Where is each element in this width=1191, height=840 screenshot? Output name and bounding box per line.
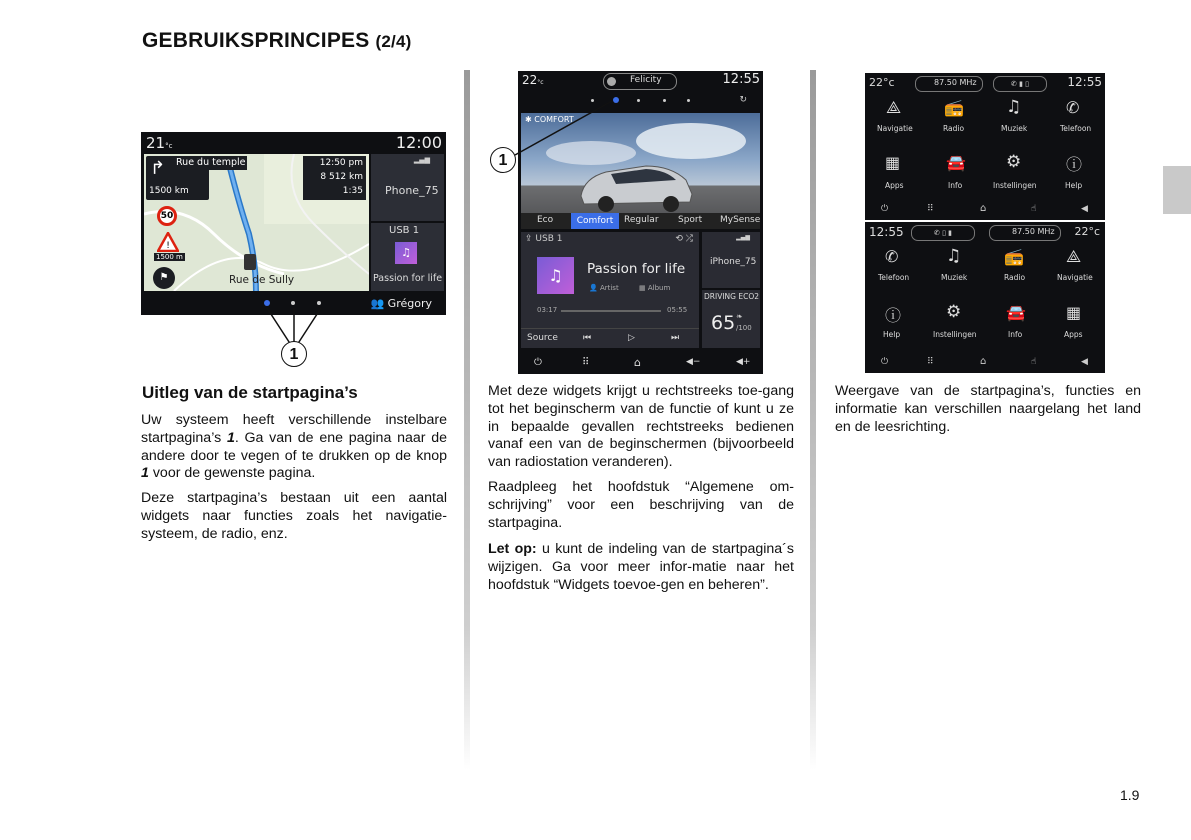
settings-icon[interactable]: ⚙ xyxy=(1006,152,1022,172)
power-icon[interactable]: ⏻ xyxy=(881,357,889,367)
info-icon[interactable]: 🚘 xyxy=(946,153,966,172)
temperature: 22°c xyxy=(869,76,895,89)
callout-1: 1 xyxy=(490,147,516,173)
page-title-part: (2/4) xyxy=(375,32,412,51)
tab-comfort[interactable]: Comfort xyxy=(571,213,619,229)
col1-paragraph-2: Deze startpagina’s bestaan uit een aantal widgets naar functies zoals het navigatie-systeem, de radio, enz. xyxy=(141,490,447,542)
tab-eco[interactable]: Eco xyxy=(537,215,554,225)
navigation-icon[interactable]: ⟁ xyxy=(886,98,902,118)
home-screen-apps-ltr xyxy=(865,73,1105,220)
media-widget[interactable] xyxy=(371,223,444,291)
col2-paragraph-2: Raadpleeg het hoofdstuk “Algemene om-schrijving” voor een beschrijving van de startpagina. xyxy=(488,479,794,531)
page-title-text: GEBRUIKSPRINCIPES xyxy=(142,29,370,52)
phone-name: iPhone_75 xyxy=(710,257,757,267)
section-heading: Uitleg van de startpagina’s xyxy=(142,383,358,402)
info-icon[interactable]: 🚘 xyxy=(1006,303,1026,322)
total-time: 05:55 xyxy=(667,306,688,314)
app-label-navigatie[interactable]: Navigatie xyxy=(877,124,913,133)
page-dot[interactable] xyxy=(687,99,690,102)
street-name-box xyxy=(172,156,247,170)
phone-pill[interactable]: ✆ ▮ ▯ xyxy=(993,76,1047,92)
tab-mysense[interactable]: MySense xyxy=(720,215,761,225)
page-dot[interactable] xyxy=(637,99,640,102)
home-icon[interactable]: ⌂ xyxy=(634,356,641,369)
app-label-help[interactable]: Help xyxy=(1065,181,1083,190)
col1-p1-text: Uw systeem heeft verschillende instelbare startpagina’s xyxy=(141,412,447,446)
gesture-icon[interactable]: ☝ xyxy=(1031,204,1037,214)
temperature: 22°c xyxy=(1074,225,1100,238)
music-icon[interactable]: ♫ xyxy=(1006,97,1022,117)
signal-icon: ▂▄▆ xyxy=(736,234,750,241)
app-label-telefoon[interactable]: Telefoon xyxy=(878,273,910,282)
eco-leaf-icon: ❧ xyxy=(736,312,743,321)
col3-paragraph-1: Weergave van de startpagina’s, functies en informatie kan verschillen naargelang het land en de leesrichting. xyxy=(835,383,1141,435)
album-name: ▦ Album xyxy=(639,284,671,292)
power-icon[interactable]: ⏻ xyxy=(534,357,542,368)
mode-tabs xyxy=(521,213,760,229)
app-label-telefoon[interactable]: Telefoon xyxy=(1060,124,1092,133)
play-icon[interactable]: ▷ xyxy=(628,333,635,343)
turn-arrow-icon: ↱ xyxy=(150,158,166,179)
app-label-muziek[interactable]: Muziek xyxy=(1001,124,1028,133)
col2-paragraph-3 xyxy=(488,541,794,594)
signal-icon: ▂▄▆ xyxy=(413,156,430,164)
chapter-tab xyxy=(1163,166,1191,214)
radio-frequency: 87.50 MHz xyxy=(934,78,977,87)
phone-name: Phone_75 xyxy=(385,184,439,197)
remaining-distance: 8 512 km xyxy=(320,172,363,182)
shuffle-icon[interactable]: ⟲ ⤮ xyxy=(675,234,693,244)
distance-to-turn: 1500 km xyxy=(149,186,189,196)
tab-regular[interactable]: Regular xyxy=(624,215,659,225)
progress-bar[interactable] xyxy=(561,310,661,312)
ref-1: 1 xyxy=(226,429,235,446)
clock: 12:55 xyxy=(1067,75,1102,89)
comfort-mode-label: ✱ COMFORT xyxy=(525,115,574,124)
profile-pill[interactable] xyxy=(603,73,677,90)
temperature: 21°c xyxy=(146,134,173,152)
phone-widget[interactable] xyxy=(702,232,760,288)
note-label: Let op: xyxy=(488,541,537,557)
column-separator xyxy=(464,70,470,770)
app-label-instellingen[interactable]: Instellingen xyxy=(933,330,977,339)
col1-paragraph-1 xyxy=(141,412,447,483)
note-text: u kunt de indeling van de startpagina´s wijzigen. Ga voor meer infor-matie naar het hoofdstuk “Widgets toevoe-gen en beheren”. xyxy=(488,541,794,593)
col2-paragraph-1: Met deze widgets krijgt u rechtstreeks toe-gang tot het beginscherm van de functie of kunt u ze in bepaalde gevallen rechtstreeks bedienen vanaf een van de beginschermen (bijvoorbeeld van radiostation veranderen). xyxy=(488,383,794,471)
help-icon[interactable]: ⓘ xyxy=(885,306,902,325)
usb-label: USB 1 xyxy=(389,225,420,236)
track-title: Passion for life xyxy=(587,261,686,277)
col1-p1-text: . Ga van de ene pagina naar de andere door te vegen of te drukken op de knop xyxy=(141,429,447,464)
app-label-info[interactable]: Info xyxy=(948,181,963,190)
car-image-icon xyxy=(576,158,696,213)
app-label-apps[interactable]: Apps xyxy=(1064,330,1083,339)
apps-icon[interactable]: ▦ xyxy=(1066,303,1082,322)
driving-eco-widget[interactable] xyxy=(702,290,760,348)
callout-line xyxy=(500,95,620,165)
trip-duration: 1:35 xyxy=(342,186,363,196)
home-screen-navigation xyxy=(141,132,446,315)
track-title: Passion for life xyxy=(373,273,443,284)
volume-down-icon[interactable]: ◀− xyxy=(686,357,701,367)
phone-widget[interactable] xyxy=(371,154,444,221)
radio-pill[interactable] xyxy=(989,225,1061,241)
home-icon[interactable]: ⌂ xyxy=(980,203,987,214)
eta: 12:50 pm xyxy=(319,158,363,168)
clock: 12:55 xyxy=(869,225,904,239)
trip-info-box xyxy=(303,156,366,200)
source-button[interactable]: Source xyxy=(527,333,558,343)
volume-icon[interactable]: ◀ xyxy=(1081,357,1088,367)
clock: 12:00 xyxy=(395,133,442,152)
app-label-navigatie[interactable]: Navigatie xyxy=(1057,273,1093,282)
usb-label: ⇪ USB 1 xyxy=(525,234,563,244)
street-name: Rue du temple xyxy=(176,157,246,168)
warning-distance: 1500 m xyxy=(156,253,183,261)
speed-limit-sign: 50 xyxy=(157,206,177,226)
eco-max: /100 xyxy=(736,324,752,332)
apps-icon[interactable]: ▦ xyxy=(885,153,901,172)
refresh-icon[interactable]: ↻ xyxy=(739,95,747,105)
bottom-bar xyxy=(518,354,763,374)
power-icon[interactable]: ⏻ xyxy=(881,204,889,214)
callout-1: 1 xyxy=(281,341,307,367)
eco-label: DRIVING ECO2 xyxy=(704,292,759,301)
volume-icon[interactable]: ◀ xyxy=(1081,204,1088,214)
app-label-help[interactable]: Help xyxy=(883,330,901,339)
svg-text:!: ! xyxy=(166,241,170,251)
navigation-icon[interactable]: ⟁ xyxy=(1066,247,1082,267)
phone-icon[interactable]: ✆ xyxy=(885,247,899,266)
destination-flag-button[interactable]: ⚑ xyxy=(153,267,175,289)
page-dot[interactable] xyxy=(663,99,666,102)
apps-grid-icon[interactable]: ⠿ xyxy=(927,357,934,367)
app-label-info[interactable]: Info xyxy=(1008,330,1023,339)
phone-pill[interactable]: ✆ ▯ ▮ xyxy=(911,225,975,241)
app-label-radio[interactable]: Radio xyxy=(1004,273,1026,282)
apps-grid-icon[interactable]: ⠿ xyxy=(582,357,590,368)
warning-triangle-icon xyxy=(157,232,179,252)
radio-frequency: 87.50 MHz xyxy=(1012,227,1055,236)
app-label-muziek[interactable]: Muziek xyxy=(941,273,968,282)
temperature: 22°c xyxy=(522,73,544,87)
radio-icon[interactable]: 📻 xyxy=(944,98,964,117)
help-icon[interactable]: ⓘ xyxy=(1066,155,1083,174)
media-widget[interactable] xyxy=(521,232,699,348)
elapsed-time: 03:17 xyxy=(537,306,558,314)
artist-name: 👤 Artist xyxy=(589,284,619,292)
app-label-radio[interactable]: Radio xyxy=(943,124,965,133)
map-widget[interactable] xyxy=(144,154,369,291)
home-icon[interactable]: ⌂ xyxy=(980,356,987,367)
gesture-icon[interactable]: ☝ xyxy=(1031,357,1037,367)
clock: 12:55 xyxy=(722,72,760,87)
album-art-icon: ♫ xyxy=(537,257,574,294)
album-art-icon: ♫ xyxy=(395,242,417,264)
next-icon[interactable]: ⏭ xyxy=(671,333,680,343)
eco-score: 65 xyxy=(711,312,736,334)
phone-icon[interactable]: ✆ xyxy=(1066,98,1080,117)
user-profile[interactable]: 👥 Grégory xyxy=(370,297,432,310)
page-number: 1.9 xyxy=(1120,787,1140,803)
profile-avatar-icon xyxy=(607,77,616,86)
ref-1: 1 xyxy=(141,465,149,482)
column-separator xyxy=(810,70,816,770)
col1-p1-text: voor de gewenste pagina. xyxy=(148,465,316,482)
volume-up-icon[interactable]: ◀+ xyxy=(736,357,751,367)
music-icon[interactable]: ♫ xyxy=(946,246,962,266)
app-label-apps[interactable]: Apps xyxy=(885,181,904,190)
media-controls xyxy=(521,328,699,349)
radio-pill[interactable] xyxy=(915,76,983,92)
radio-icon[interactable]: 📻 xyxy=(1004,247,1024,266)
page-title xyxy=(142,29,411,53)
tab-sport[interactable]: Sport xyxy=(678,215,703,225)
previous-icon[interactable]: ⏮ xyxy=(583,333,592,343)
current-road: Rue de Sully xyxy=(229,274,295,286)
apps-grid-icon[interactable]: ⠿ xyxy=(927,204,934,214)
settings-icon[interactable]: ⚙ xyxy=(946,302,962,322)
app-label-instellingen[interactable]: Instellingen xyxy=(993,181,1037,190)
home-screen-apps-rtl xyxy=(865,222,1105,373)
profile-name: Felicity xyxy=(630,75,662,85)
